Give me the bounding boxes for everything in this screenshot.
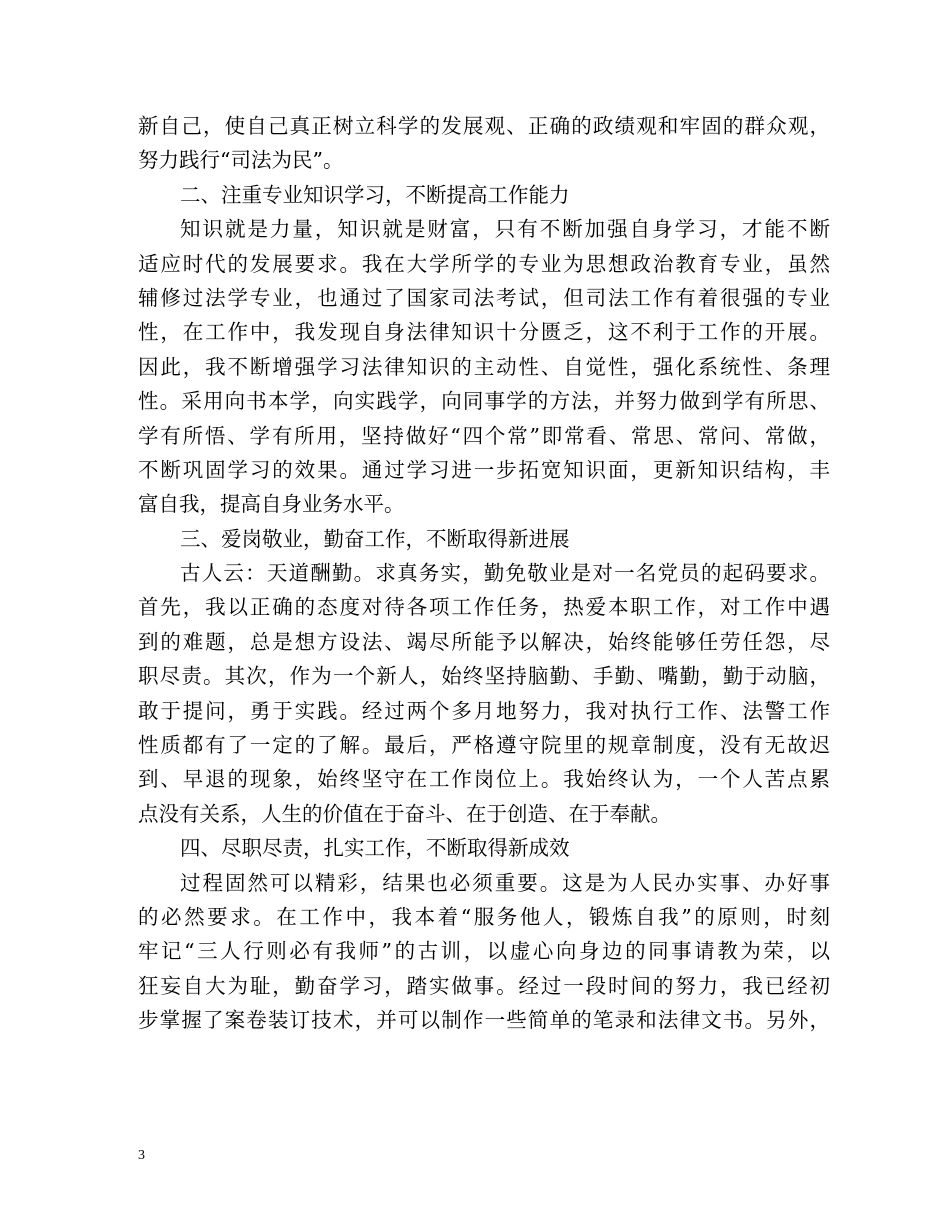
text-line: 性。采用向书本学，向实践学，向同事学的方法，并努力做到学有所思、 [138,389,830,414]
text-line: 敢于提问，勇于实践。经过两个多月地努力，我对执行工作、法警工作 [138,698,830,723]
text-line: 性，在工作中，我发现自身法律知识十分匮乏，这不利于工作的开展。 [138,320,830,345]
section-heading-3: 三、爱岗敬业，勤奋工作，不断取得新进展 [180,526,570,551]
text-line: 到的难题，总是想方设法、竭尽所能予以解决，始终能够任劳任怨，尽 [138,629,830,654]
paragraph-end-line: 点没有关系，人生的价值在于奋斗、在于创造、在于奉献。 [138,801,671,826]
text-line: 因此，我不断增强学习法律知识的主动性、自觉性，强化系统性、条理 [138,354,830,379]
section-heading-4: 四、尽职尽责，扎实工作，不断取得新成效 [180,836,570,861]
text-line: 到、早退的现象，始终坚守在工作岗位上。我始终认为，一个人苦点累 [138,767,830,792]
text-line: 学有所悟、学有所用，坚持做好“四个常”即常看、常思、常问、常做， [138,423,830,448]
text-line: 牢记“三人行则必有我师”的古训，以虚心向身边的同事请教为荣，以 [138,939,830,964]
body-text [138,109,830,1038]
section-heading-2: 二、注重专业知识学习，不断提高工作能力 [180,182,570,207]
paragraph-first-line: 知识就是力量，知识就是财富，只有不断加强自身学习，才能不断 [180,217,830,242]
text-line: 职尽责。其次，作为一个新人，始终坚持脑勤、手勤、嘴勤，勤于动脑， [138,664,830,689]
text-line: 首先，我以正确的态度对待各项工作任务，热爱本职工作，对工作中遇 [138,595,830,620]
paragraph-end-line: 富自我，提高自身业务水平。 [138,492,405,517]
text-line: 性质都有了一定的了解。最后，严格遵守院里的规章制度，没有无故迟 [138,733,830,758]
paragraph-first-line: 古人云：天道酬勤。求真务实，勤免敬业是对一名党员的起码要求。 [180,561,830,586]
text-line: 新自己，使自己真正树立科学的发展观、正确的政绩观和牢固的群众观， [138,114,830,138]
text-line: 的必然要求。在工作中，我本着“服务他人，锻炼自我”的原则，时刻 [138,904,830,929]
text-line: 适应时代的发展要求。我在大学所学的专业为思想政治教育专业，虽然 [138,251,830,276]
text-line: 不断巩固学习的效果。通过学习进一步拓宽知识面，更新知识结构，丰 [138,457,830,482]
text-line: 步掌握了案卷装订技术，并可以制作一些简单的笔录和法律文书。另外， [138,1008,830,1033]
paragraph-end-line: 努力践行“司法为民”。 [138,148,344,173]
text-line: 狂妄自大为耻，勤奋学习，踏实做事。经过一段时间的努力，我已经初 [138,973,830,998]
text-line: 辅修过法学专业，也通过了国家司法考试，但司法工作有着很强的专业 [138,285,830,310]
paragraph-first-line: 过程固然可以精彩，结果也必须重要。这是为人民办实事、办好事 [180,870,830,895]
page-number: 3 [138,1148,145,1163]
